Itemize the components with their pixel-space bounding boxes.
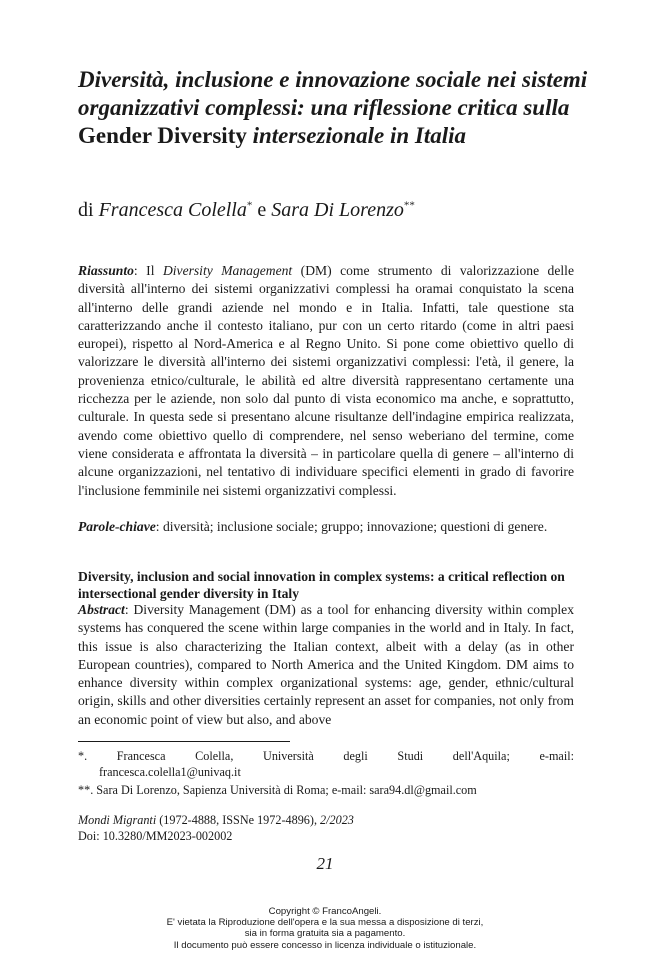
abstract-it-seg2: (DM) come strumento di valorizzazione delle diversità all'interno dei sistemi organizzativi complessi ha oramai conquistato la scena all'interno delle grandi aziende nel mondo e in Italia. Infatti, tale questione sta caratterizzando anche il contesto italiano, pur con un certo ritardo (come in altri paesi europei), rispetto al Nord-America e al Regno Unito. Si pone come obiettivo quello di valorizzare le diversità all'interno dei sistemi organizzativi complessi: l'età, il genere, la provenienza etnico/culturale, le abilità ed altre diversità rappresentano certamente una ricchezza per le aziende, non solo dal punto di vista economico ma anche, e soprattutto, culturale. In questa sede si presentano alcune risultanze dell'indagine empirica realizzata, avendo come obiettivo quello di comprendere, nel senso weberiano del termine, come viene considerata e affrontata la diversità – in particolare quella di genere – all'interno di alcune organizzazioni, nel tentativo di individuare specifici elementi in grado di favorire l'inclusione femminile nei sistemi organizzativi complessi.	[78, 263, 574, 498]
parole-chiave-label: Parole-chiave	[78, 519, 156, 534]
copyright-line-1: Copyright © FrancoAngeli.	[268, 906, 382, 917]
copyright-line-3: sia in forma gratuita sia a pagamento.	[244, 928, 406, 940]
abstract-it-seg1: : Il	[133, 263, 163, 278]
journal-issn: (1972-4888, ISSNe 1972-4896),	[156, 813, 321, 827]
copyright-line-2: E' vietata la Riproduzione dell'opera e la sua messa a disposizione di terzi,	[166, 917, 484, 929]
footnote-1-line-1: *. Francesca Colella, Università degli Studi dell'Aquila; e-mail:	[78, 749, 574, 763]
copyright-line-4: Il documento può essere concesso in licenza individuale o istituzionale.	[173, 939, 477, 951]
footnote-mark-1: *	[246, 199, 253, 212]
journal-name: Mondi Migranti	[78, 813, 157, 827]
footnote-2: **. Sara Di Lorenzo, Sapienza Università di Roma; e-mail: sara94.dl@gmail.com	[78, 783, 477, 797]
abstract-label: Abstract	[78, 602, 125, 617]
title-gender-diversity: Gender Diversity	[78, 123, 247, 148]
footnote-divider	[78, 741, 290, 742]
abstract-it-dm-term: Diversity Management	[162, 263, 293, 278]
abstract-en-text: : Diversity Management (DM) as a tool for enhancing diversity within complex systems has conquered the scene within large companies in the world and in Italy. In fact, this issue is also characterizing the Italian context, albeit with a delay (as in other European countries), compared to North America and the United Kingdom. DM aims to enhance diversity within complex organizational systems: age, gender, ethnic/cultural origin, skills and other diversities certainly represent an asset for companies, not only from an economic point of view but also, and above	[78, 602, 574, 727]
authors-prefix: di	[78, 199, 99, 221]
riassunto-label: Riassunto	[78, 263, 134, 278]
journal-citation	[78, 813, 574, 844]
abstract-english	[78, 601, 574, 729]
journal-doi[interactable]: Doi: 10.3280/MM2023-002002	[78, 828, 233, 843]
keywords-italian	[78, 518, 574, 536]
copyright-notice	[0, 906, 650, 951]
page-number: 21	[316, 854, 334, 873]
article-title	[78, 66, 598, 150]
title-part-3: intersezionale in Italia	[246, 123, 467, 148]
authors-joiner: e	[252, 199, 272, 221]
keywords-text: : diversità; inclusione sociale; gruppo; innovazione; questioni di genere.	[155, 519, 548, 534]
article-authors	[78, 198, 598, 222]
title-part-1: Diversità, inclusione e innovazione sociale nei sistemi organizzativi complessi: una riflessione critica sulla	[78, 67, 588, 120]
journal-issue: 2/2023	[320, 813, 354, 827]
abstract-italian	[78, 262, 574, 500]
author-di-lorenzo: Sara Di Lorenzo	[271, 199, 404, 221]
author-colella: Francesca Colella	[98, 199, 247, 221]
footnote-mark-2: **	[403, 199, 415, 212]
footnote-1-email[interactable]: francesca.colella1@univaq.it	[99, 765, 241, 779]
english-title: Diversity, inclusion and social innovation in complex systems: a critical reflection on intersectional gender diversity in Italy	[78, 569, 565, 601]
